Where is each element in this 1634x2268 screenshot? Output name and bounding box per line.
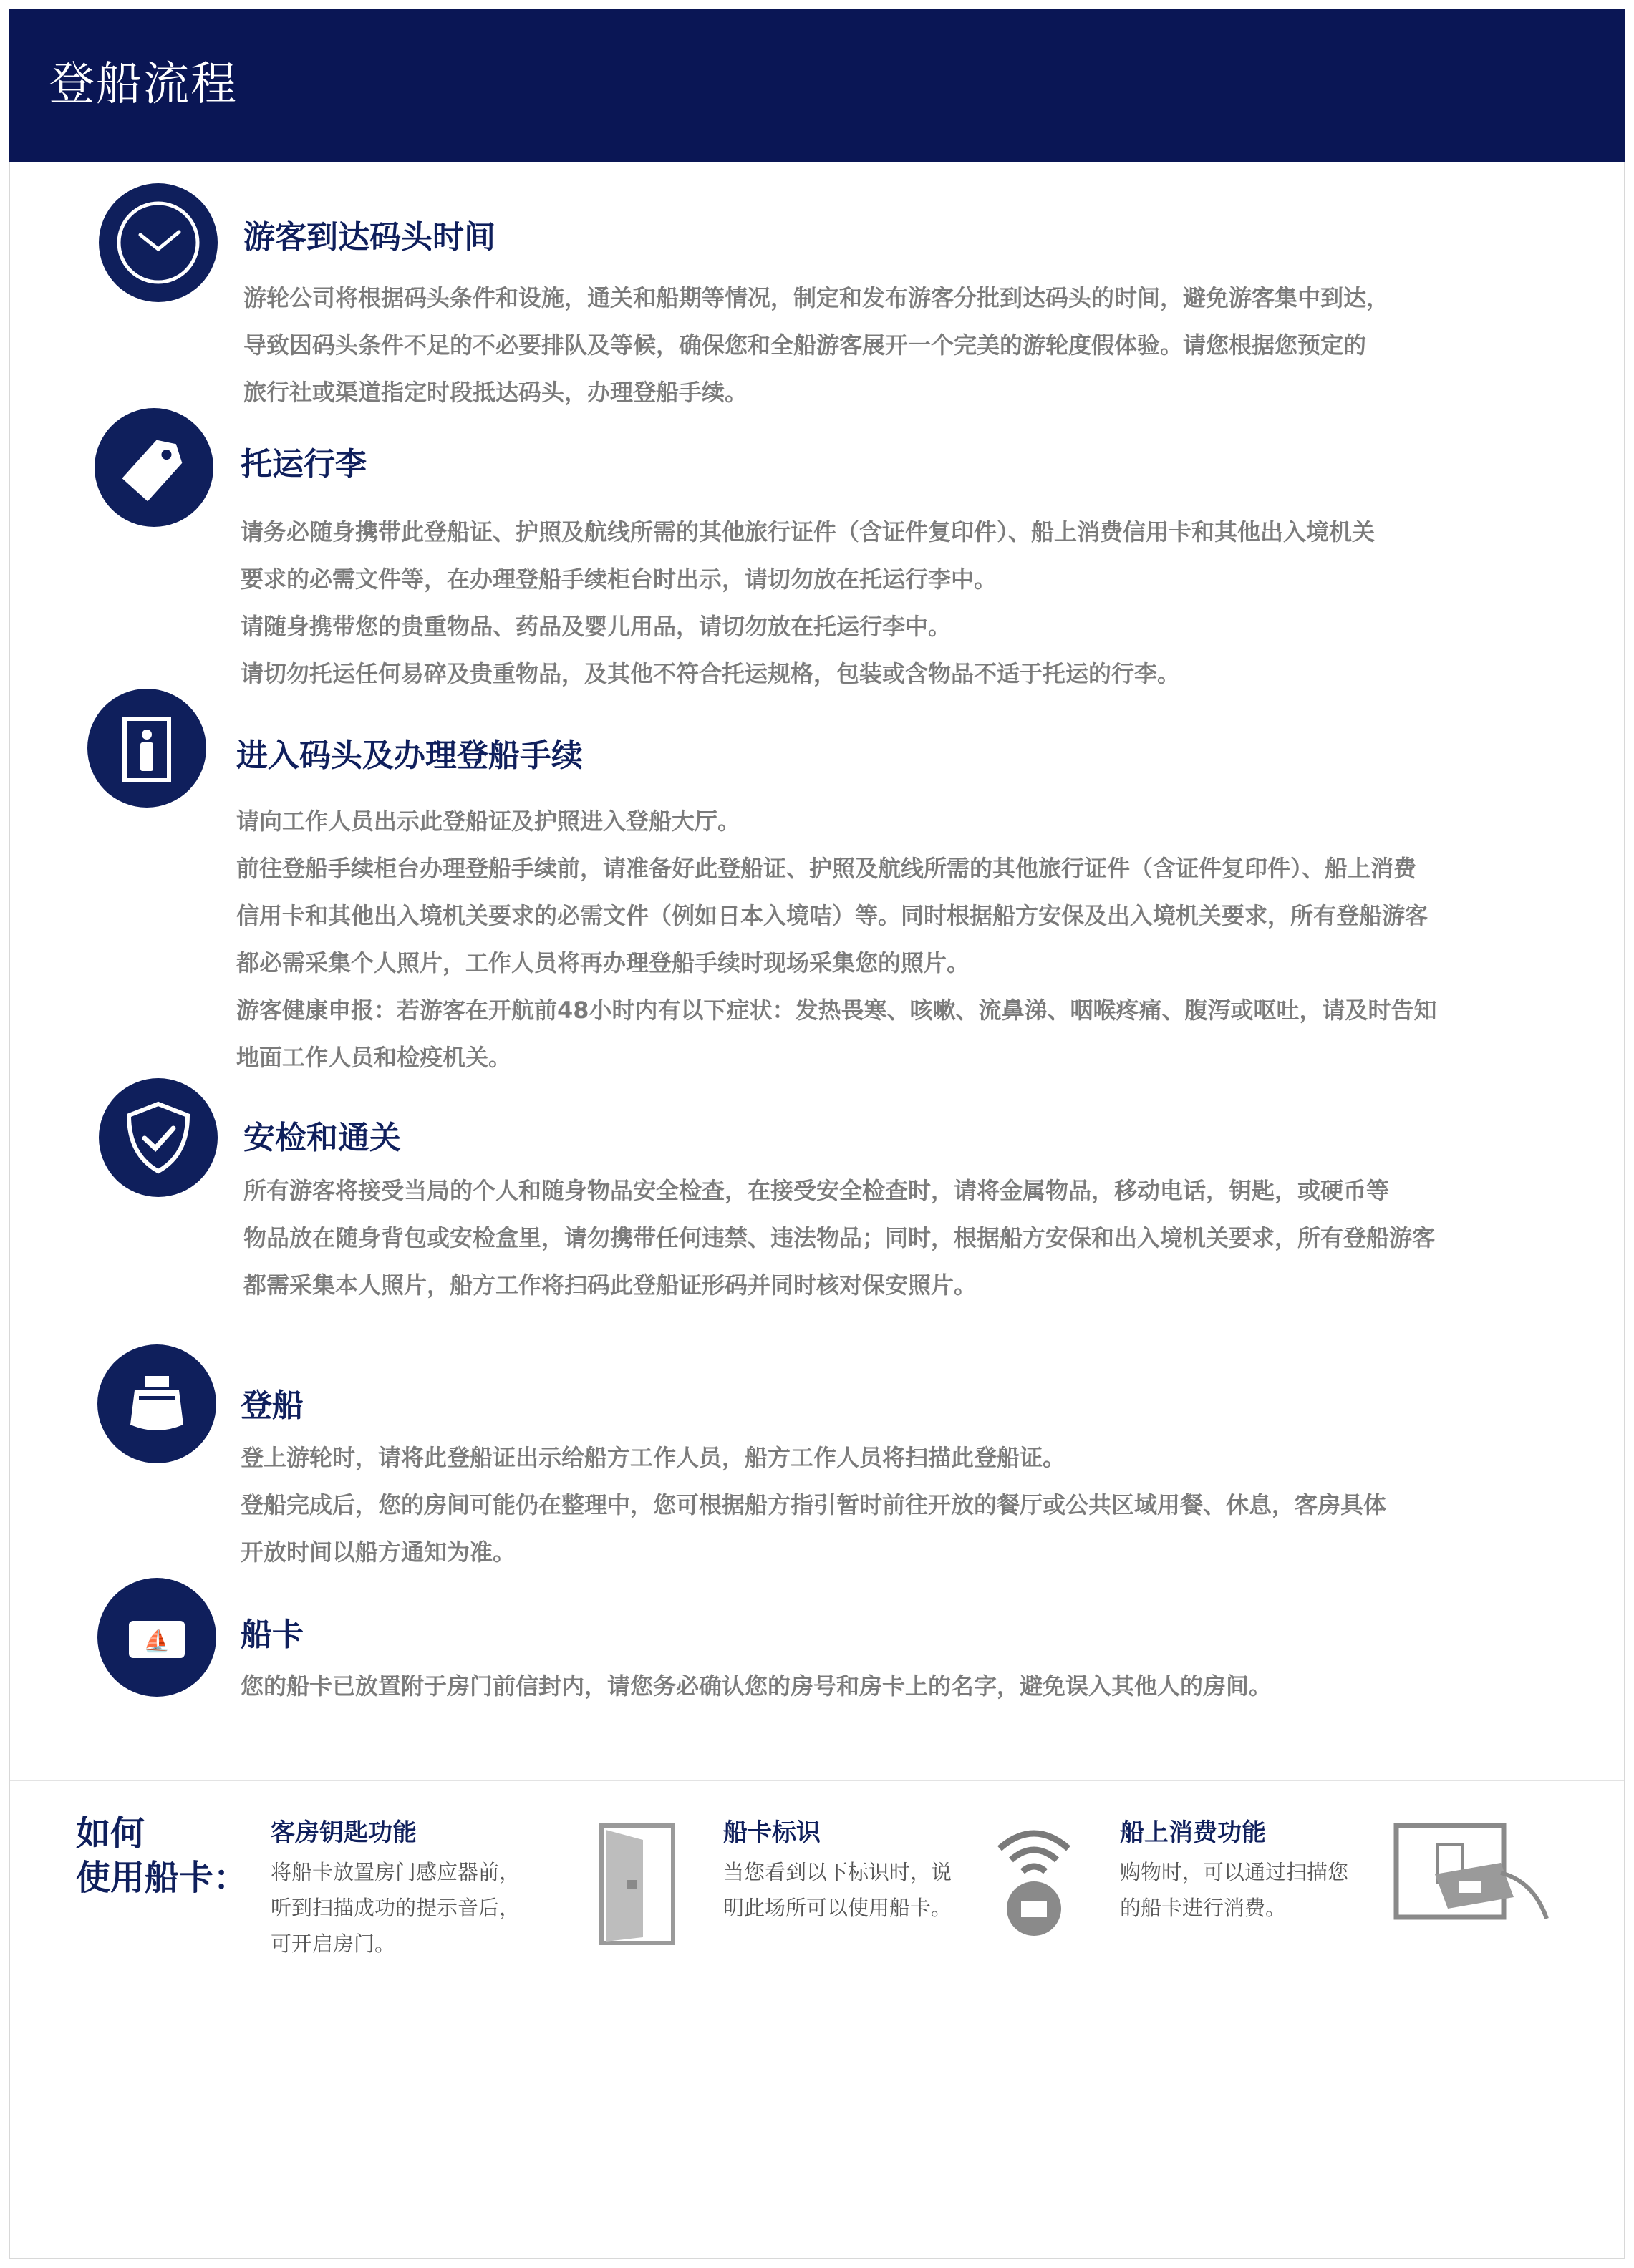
luggage-tag-icon bbox=[95, 408, 213, 527]
contactless-crown-icon bbox=[988, 1820, 1080, 1942]
feature-title: 船卡标识 bbox=[723, 1818, 821, 1847]
ship-card-icon bbox=[97, 1578, 216, 1697]
svg-text:⛵: ⛵ bbox=[143, 1629, 170, 1654]
security-gate-icon bbox=[87, 689, 206, 808]
feature-title: 客房钥匙功能 bbox=[271, 1818, 417, 1847]
step-title: 游客到达码头时间 bbox=[243, 219, 495, 256]
feature-title: 船上消费功能 bbox=[1120, 1818, 1266, 1847]
header-bar bbox=[9, 9, 1625, 162]
shield-check-icon bbox=[99, 1078, 218, 1197]
card-tap-icon bbox=[1393, 1823, 1555, 1933]
howto-heading: 如何 使用船卡： bbox=[76, 1813, 248, 1898]
section-divider bbox=[10, 1780, 1624, 1781]
step-body: 您的船卡已放置附于房门前信封内，请您务必确认您的房号和房卡上的名字，避免误入其他人的房间。 bbox=[241, 1672, 1272, 1700]
feature-body: 购物时，可以通过扫描您 的船卡进行消费。 bbox=[1120, 1860, 1349, 1920]
ship-icon bbox=[97, 1344, 216, 1463]
step-title: 船卡 bbox=[241, 1617, 304, 1653]
feature-body: 将船卡放置房门感应器前， 听到扫描成功的提示音后， 可开启房门。 bbox=[271, 1860, 521, 1956]
step-title: 托运行李 bbox=[241, 446, 367, 483]
page-title: 登船流程 bbox=[49, 58, 238, 111]
step-body: 请务必随身携带此登船证、护照及航线所需的其他旅行证件（含证件复印件）、船上消费信用卡和其他出入境机关 要求的必需文件等，在办理登船手续柜台时出示，请切勿放在托运行李中。 请随身携带您的贵重物品、药品及婴儿用品，请切勿放在托运行李中。 请切勿托运任何易碎及贵重物品，及其他不符合托运规格，包装或含物品不适于托运的行李。 bbox=[241, 518, 1376, 687]
step-body: 请向工作人员出示此登船证及护照进入登船大厅。 前往登船手续柜台办理登船手续前，请准备好此登船证、护照及航线所需的其他旅行证件（含证件复印件）、船上消费 信用卡和其他出入境机关要求的必需文件（例如日本入境咭）等。同时根据船方安保及出入境机关要求，所有登船游客 都必需采集个人照片，工作人员将再办理登船手续时现场采集您的照片。 游客健康申报：若游客在开航前48小时内有以下症状：发热畏寒、咳嗽、流鼻涕、咽喉疼痛、腹泻或呕吐，请及时告知 地面工作人员和检疫机关。 bbox=[236, 808, 1437, 1071]
step-body: 游轮公司将根据码头条件和设施，通关和船期等情况，制定和发布游客分批到达码头的时间，避免游客集中到达， 导致因码头条件不足的不必要排队及等候，确保您和全船游客展开一个完美的游轮度假体验。请您根据您预定的 旅行社或渠道指定时段抵达码头，办理登船手续。 bbox=[243, 284, 1390, 406]
step-title: 登船 bbox=[241, 1387, 304, 1424]
step-body: 登上游轮时，请将此登船证出示给船方工作人员，船方工作人员将扫描此登船证。 登船完成后，您的房间可能仍在整理中，您可根据船方指引暂时前往开放的餐厅或公共区域用餐、休息，客房具体 开放时间以船方通知为准。 bbox=[241, 1444, 1387, 1566]
clock-icon bbox=[99, 183, 218, 302]
step-title: 进入码头及办理登船手续 bbox=[236, 737, 583, 774]
step-title: 安检和通关 bbox=[243, 1120, 401, 1156]
door-icon bbox=[599, 1823, 679, 1946]
step-body: 所有游客将接受当局的个人和随身物品安全检查，在接受安全检查时，请将金属物品，移动电话，钥匙，或硬币等 物品放在随身背包或安检盒里，请勿携带任何违禁、违法物品；同时，根据船方安保和出入境机关要求，所有登船游客 都需采集本人照片，船方工作将扫码此登船证形码并同时核对保安照片。 bbox=[243, 1177, 1436, 1299]
feature-body: 当您看到以下标识时，说 明此场所可以使用船卡。 bbox=[723, 1860, 952, 1920]
